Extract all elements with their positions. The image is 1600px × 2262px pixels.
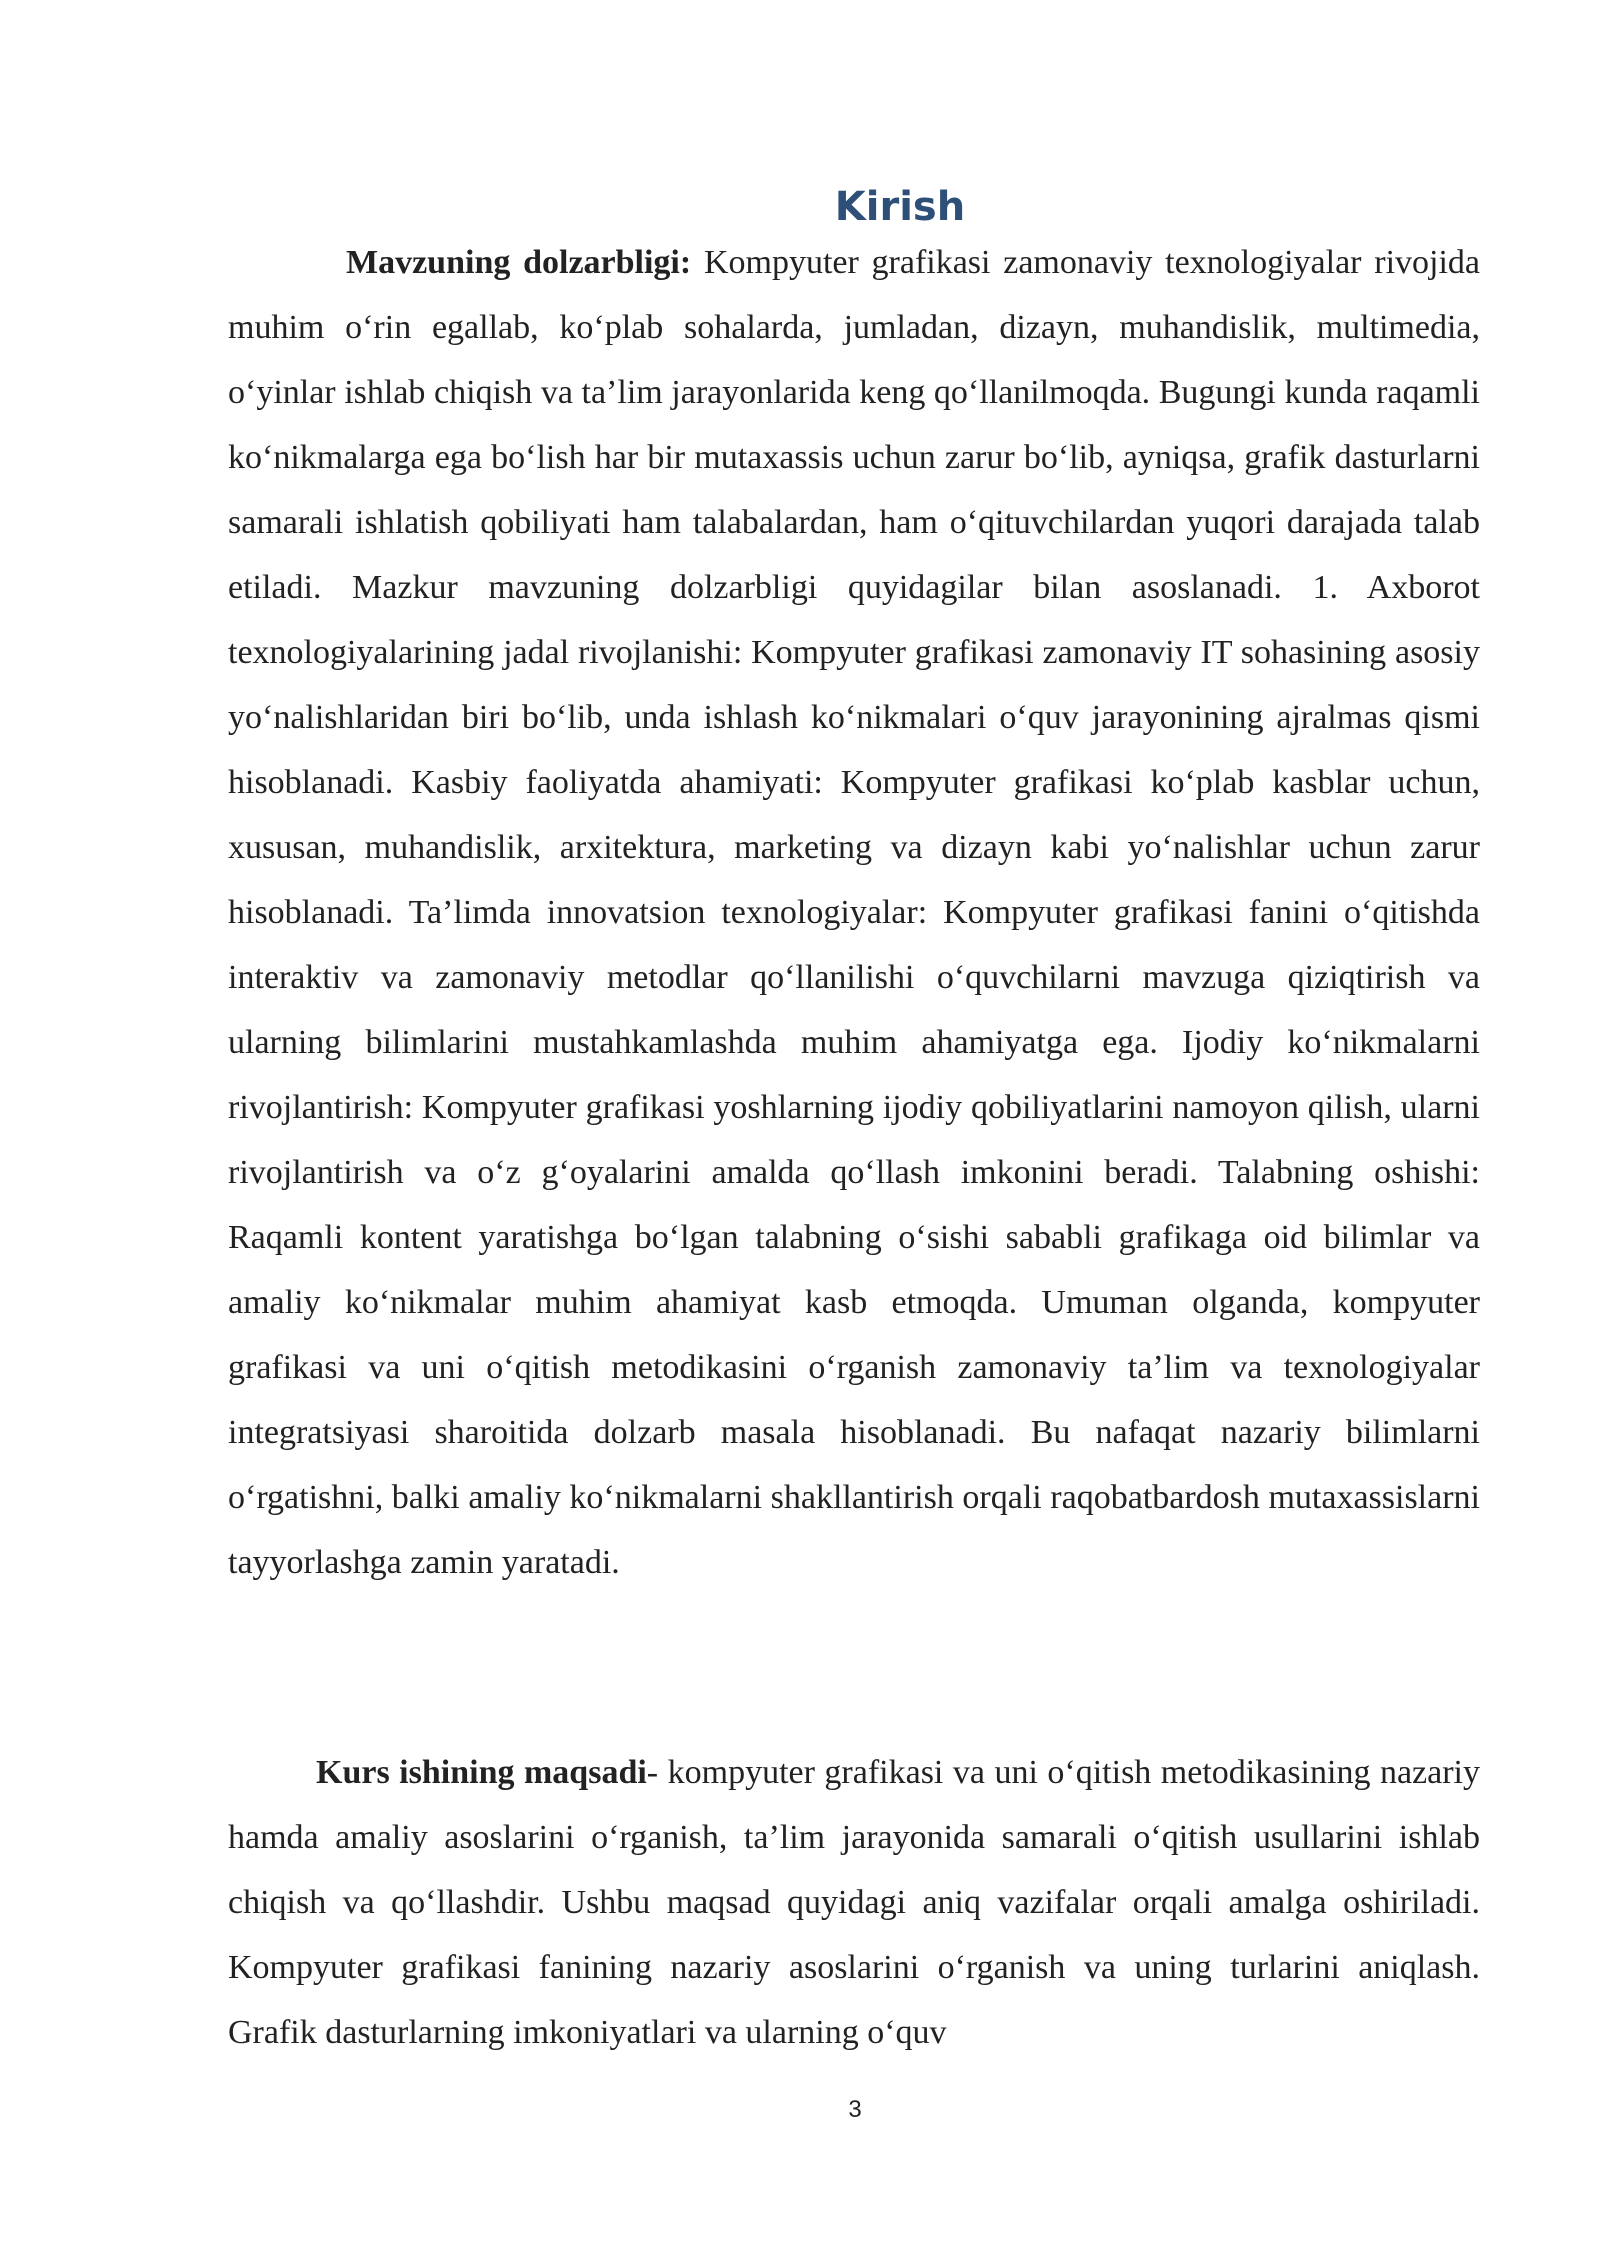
paragraph-lead-relevance: Mavzuning dolzarbligi: [346,244,692,281]
page-number: 3 [848,2096,862,2123]
paragraph-text-purpose: - kompyuter grafikasi va uni o‘qitish metodikasining nazariy hamda amaliy asoslarini o‘rganish, ta’lim jarayonida samarali o‘qitish usullarini ishlab chiqish va qo‘llashdir. Ushbu maqsad quyidagi aniq vazifalar orqali amalga oshiriladi. Kompyuter grafikasi fanining nazariy asoslarini o‘rganish va uning turlarini aniqlash. Grafik dasturlarning imkoniyatlari va ularning o‘quv [228,1754,1480,2051]
paragraph-text-relevance: Kompyuter grafikasi zamonaviy texnologiyalar rivojida muhim o‘rin egallab, ko‘plab sohalarda, jumladan, dizayn, muhandislik, multimedia, o‘yinlar ishlab chiqish va ta’lim jarayonlarida keng qo‘llanilmoqda. Bugungi kunda raqamli ko‘nikmalarga ega bo‘lish har bir mutaxassis uchun zarur bo‘lib, ayniqsa, grafik dasturlarni samarali ishlatish qobiliyati ham talabalardan, ham o‘qituvchilardan yuqori darajada talab etiladi. Mazkur mavzuning dolzarbligi quyidagilar bilan asoslanadi. 1. Axborot texnologiyalarining jadal rivojlanishi: Kompyuter grafikasi zamonaviy IT sohasining asosiy yo‘nalishlaridan biri bo‘lib, unda ishlash ko‘nikmalari o‘quv jarayonining ajralmas qismi hisoblanadi. Kasbiy faoliyatda ahamiyati: Kompyuter grafikasi ko‘plab kasblar uchun, xususan, muhandislik, arxitektura, marketing va dizayn kabi yo‘nalishlar uchun zarur hisoblanadi. Ta’limda innovatsion texnologiyalar: Kompyuter grafikasi fanini o‘qitishda interaktiv va zamonaviy metodlar qo‘llanilishi o‘quvchilarni mavzuga qiziqtirish va ularning bilimlarini mustahkamlashda muhim ahamiyatga ega. Ijodiy ko‘nikmalarni rivojlantirish: Kompyuter grafikasi yoshlarning ijodiy qobiliyatlarini namoyon qilish, ularni rivojlantirish va o‘z g‘oyalarini amalda qo‘llash imkonini beradi. Talabning oshishi: Raqamli kontent yaratishga bo‘lgan talabning o‘sishi sababli grafikaga oid bilimlar va amaliy ko‘nikmalar muhim ahamiyat kasb etmoqda. Umuman olganda, kompyuter grafikasi va uni o‘qitish metodikasini o‘rganish zamonaviy ta’lim va texnologiyalar integratsiyasi sharoitida dolzarb masala hisoblanadi. Bu nafaqat nazariy bilimlarni o‘rgatishni, balki amaliy ko‘nikmalarni shakllantirish orqali raqobatbardosh mutaxassislarni tayyorlashga zamin yaratadi. [228,244,1480,1581]
page-title: Kirish [834,183,966,230]
paragraph-purpose [228,1740,1480,2065]
paragraph-relevance [228,230,1480,1595]
paragraph-lead-purpose: Kurs ishining maqsadi [316,1754,647,1791]
